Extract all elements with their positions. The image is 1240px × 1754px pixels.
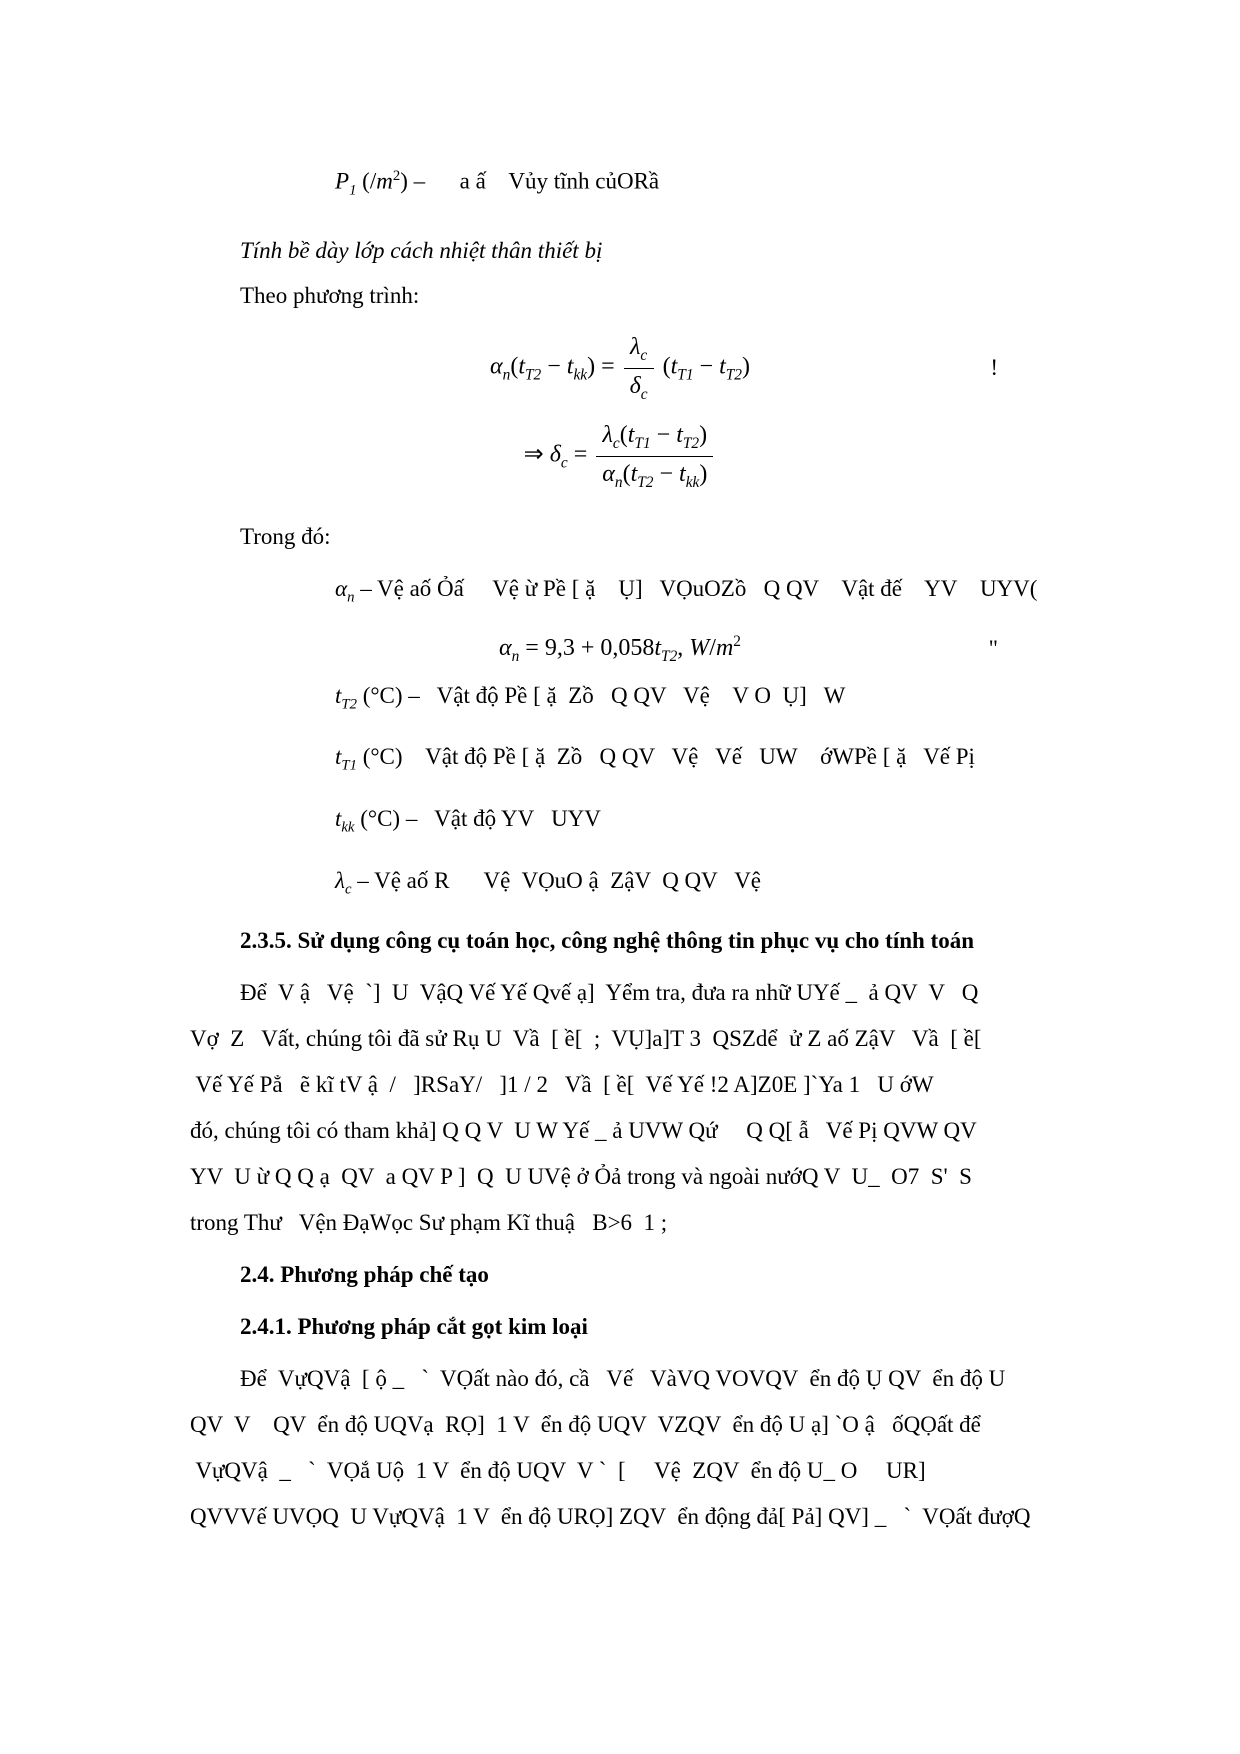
equation-1-marker: ! (990, 355, 998, 381)
paragraph-line: QV V QV ển độ UQVạ RỌ] 1 V ển độ UQV VZQV ển độ U ạ] `O ậ ốQỌất để (190, 1412, 981, 1438)
paragraph-line: QVVVế UVỌQ U VựQVậ 1 V ển độ URỌ] ZQV ển động đả[ Pả] QV] _ ` VỌất đượQ (190, 1504, 1031, 1530)
alpha-n-formula: $\alpha_n = 9,3 + 0,058t_{T2}$, $W/m^2$ (499, 632, 741, 665)
paragraph-line: Để VựQVậ [ ộ _ ` VỌất nào đó, cầ Vế VàVQ VOVQV ển độ Ụ QV ển độ U (240, 1366, 1006, 1392)
heat-balance-equation: $\alpha_n(t_{T2} - t_{kk})$ = $\frac{\lambda_c}{\delta_c}$ $(t_{T1} - t_{T2})$ (490, 330, 750, 406)
section-2-4-1-heading: 2.4.1. Phương pháp cắt gọt kim loại (240, 1314, 588, 1340)
section-2-4-heading: 2.4. Phương pháp chế tạo (240, 1262, 489, 1288)
paragraph-line: Vợ Z Vất, chúng tôi đã sử Rụ U Vầ [ ề[ ; VỤ]a]T 3 QSZdể ử Z aố ZậV Vầ [ ề[ (190, 1026, 982, 1052)
insulation-thickness-equation-row (190, 418, 1050, 494)
paragraph-line: đó, chúng tôi có tham khả] Q Q V U W Yế _ ả UVW Qứ Q Q[ ẫ Vế Pị QVW QV (190, 1118, 977, 1144)
alpha-n-formula-row (190, 633, 1050, 666)
paragraph-line: Vế Yế Pẳ ẽ kĩ tV ậ / ]RSaY/ ]1 / 2 Vầ [ ề[ Vế Yế !2 A]Z0E ]`Ya 1 U ớW (190, 1072, 934, 1098)
where-clause-line: Trong đó: (240, 524, 331, 550)
heat-balance-equation-row (190, 330, 1050, 406)
section-2-3-5-heading: 2.3.5. Sử dụng công cụ toán học, công nghệ thông tin phục vụ cho tính toán (240, 928, 975, 954)
pressure-symbol-definition-line: $P_1$ $(/m^2)$ – a ấ Vủy tĩnh củORầ (335, 168, 660, 199)
paragraph-line: Để V ậ Vệ `] U VậQ Vế Yế Qvế ạ] Yểm tra, đưa ra nhữ UYế _ ả QV V Q (240, 980, 979, 1006)
lambda-c-definition-line: $\lambda_c$ – Vệ aố R Vệ VỌuO ậ ZậV Q QV Vệ (335, 867, 762, 898)
equation-2-marker: " (988, 636, 998, 662)
page-content (190, 158, 1050, 1540)
paragraph-line: trong Thư Vện ĐạWọc Sư phạm Kĩ thuậ B>6 1 ; (190, 1210, 668, 1236)
paragraph-line: YV U ừ Q Q ạ QV a QV P ] Q U UVệ ở Ỏả trong và ngoài nướQ V U_ O7 S' S (190, 1164, 972, 1190)
insulation-thickness-equation: ⇒ $\delta_c$ = $\frac{\lambda_c(t_{T1} - t_{T2})}{\alpha_n(t_{T2} - t_{kk})}$ (524, 418, 717, 494)
section-2-3-5-paragraph (190, 970, 1050, 1246)
t-kk-definition-line: $t_{kk}$ (°C) – Vật độ YV UYV (335, 805, 601, 836)
paragraph-line: VựQVậ _ ` VỌắ Uộ 1 V ển độ UQV V ` [ Vệ ZQV ển độ U_ O UR] (190, 1458, 926, 1484)
alpha-n-definition-line: $\alpha_n$ – Vệ aố Ỏấ Vệ ừ Pề [ ặ Ụ] VỌuOZồ Q QV Vật đế YV UYV( (335, 576, 1038, 606)
section-2-4-1-paragraph (190, 1356, 1050, 1540)
equation-intro-line: Theo phương trình: (240, 283, 420, 309)
t-t2-definition-line: $t_{T2}$ (°C) – Vật độ Pề [ ặ Zồ Q QV Vệ V O Ụ] W (335, 682, 846, 713)
insulation-thickness-subtitle: Tính bề dày lớp cách nhiệt thân thiết bị (240, 238, 603, 264)
t-t1-definition-line: $t_{T1}$ (°C) Vật độ Pề [ ặ Zồ Q QV Vệ Vế UW ớWPề [ ặ Vế Pị (335, 744, 975, 774)
